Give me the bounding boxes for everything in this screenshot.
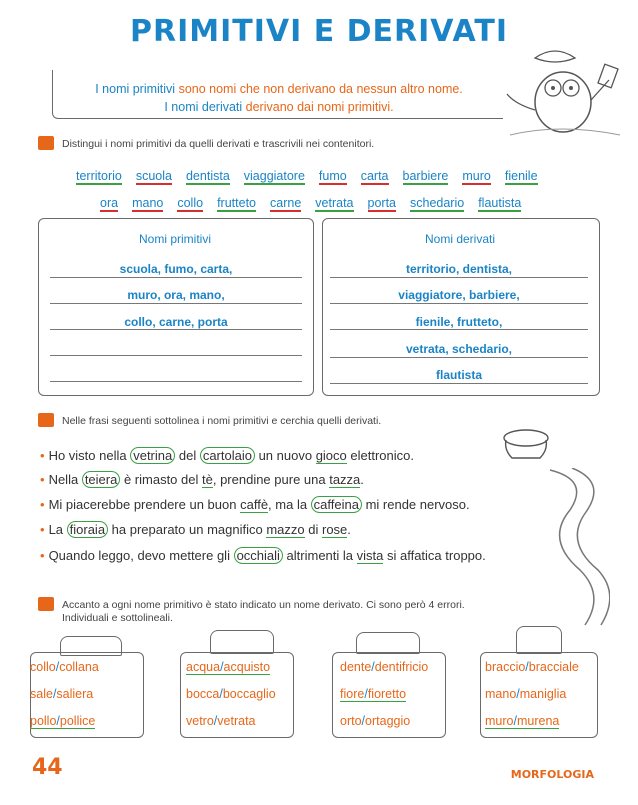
derived-word-circled: cartolaio <box>200 447 255 464</box>
word-vetrata: vetrata <box>315 196 354 210</box>
primitive-word-underlined: vista <box>356 548 384 563</box>
intro-primitivi-term: I nomi primitivi <box>95 82 176 96</box>
exercise1-instruction: Distingui i nomi primitivi da quelli derivati e trascrivili nei contenitori. <box>62 138 375 150</box>
word-territorio: territorio <box>76 169 122 183</box>
derived-word-circled: occhiali <box>234 547 283 564</box>
squeezed-tube-illustration <box>540 468 610 628</box>
pair-item: bocca/boccaglio <box>186 687 276 701</box>
primitivi-header: Nomi primitivi <box>139 232 211 246</box>
tube-cap-illustration <box>498 426 558 466</box>
derivati-answer-2: viaggiatore, barbiere, <box>398 288 520 302</box>
word-muro: muro <box>462 169 491 183</box>
intro-line2: derivano dai nomi primitivi. <box>242 100 394 114</box>
word-fienile: fienile <box>504 169 538 183</box>
word-flautista: flautista <box>478 196 522 210</box>
derivati-answer-1: territorio, dentista, <box>405 262 512 276</box>
exercise2-instruction: Nelle frasi seguenti sottolinea i nomi primitivi e cerchia quelli derivati. <box>62 415 382 427</box>
pair-item-error: acqua/acquisto <box>186 660 271 674</box>
pair-item-error: muro/murena <box>485 714 560 728</box>
word-list-row2 <box>100 196 535 210</box>
derived-word-circled: vetrina <box>130 447 175 464</box>
primitive-word-underlined: gioco <box>315 448 347 463</box>
derived-word-circled: fioraia <box>67 521 108 538</box>
exercise-marker-icon <box>38 136 54 150</box>
derived-word-circled: teiera <box>82 471 121 488</box>
pair-item: mano/maniglia <box>485 687 567 701</box>
exercise-marker-icon <box>38 413 54 427</box>
sentence-2: • Nella teiera è rimasto del tè, prendine pure una tazza. <box>40 472 364 487</box>
word-fumo: fumo <box>318 169 347 183</box>
sentence-5: • Quando leggo, devo mettere gli occhiali altrimenti la vista si affatica troppo. <box>40 548 486 563</box>
primitive-word-underlined: rose <box>321 522 348 537</box>
tube-shape <box>516 626 562 654</box>
pair-item: collo/collana <box>30 660 99 674</box>
word-porta: porta <box>367 196 396 210</box>
word-frutteto: frutteto <box>217 196 256 210</box>
word-mano: mano <box>132 196 164 210</box>
intro-line1: sono nomi che non derivano da nessun altro nome. <box>175 82 463 96</box>
primitive-word-underlined: tè <box>202 472 213 487</box>
pair-item: dente/dentifricio <box>340 660 429 674</box>
word-carne: carne <box>270 196 302 210</box>
derived-word-circled: caffeina <box>311 496 362 513</box>
word-schedario: schedario <box>410 196 465 210</box>
word-dentista: dentista <box>185 169 230 183</box>
sentence-4: • La fioraia ha preparato un magnifico mazzo di rose. <box>40 522 351 537</box>
primitivi-answer-1: scuola, fumo, carta, <box>119 262 233 276</box>
derivati-header: Nomi derivati <box>424 232 496 246</box>
primitivi-answer-3: collo, carne, porta <box>124 315 228 329</box>
sentence-1: • Ho visto nella vetrina del cartolaio un nuovo gioco elettronico. <box>40 448 414 463</box>
page-number: 44 <box>32 755 63 780</box>
primitivi-answer-2: muro, ora, mano, <box>127 288 225 302</box>
word-ora: ora <box>100 196 119 210</box>
pair-item: orto/ortaggio <box>340 714 411 728</box>
intro-derivati-term: I nomi derivati <box>164 100 243 114</box>
word-list-row1 <box>76 169 552 183</box>
word-viaggiatore: viaggiatore <box>243 169 305 183</box>
pair-item: sale/saliera <box>30 687 94 701</box>
derivati-answer-5: flautista <box>435 368 482 382</box>
pair-item: braccio/bracciale <box>485 660 579 674</box>
exercise3-instruction: Accanto a ogni nome primitivo è stato indicato un nome derivato. Ci sono però 4 errori. Individuali e sottolineali. <box>62 599 465 624</box>
tube-shape <box>210 630 274 654</box>
word-carta: carta <box>360 169 389 183</box>
tube-shape <box>356 632 420 654</box>
derivati-answer-3: fienile, frutteto, <box>415 315 503 329</box>
word-collo: collo <box>177 196 204 210</box>
primitive-word-underlined: mazzo <box>266 522 305 537</box>
word-scuola: scuola <box>135 169 172 183</box>
sentence-3: • Mi piacerebbe prendere un buon caffè, ma la caffeina mi rende nervoso. <box>40 497 470 512</box>
primitive-word-underlined: caffè <box>240 497 269 512</box>
pair-item-error: pollo/pollice <box>30 714 96 728</box>
pair-item: vetro/vetrata <box>186 714 256 728</box>
pair-item-error: fiore/fioretto <box>340 687 407 701</box>
exercise-marker-icon <box>38 597 54 611</box>
intro-text <box>64 80 494 116</box>
derivati-answer-4: vetrata, schedario, <box>405 342 513 356</box>
section-label: MORFOLOGIA <box>510 768 594 781</box>
page-title: PRIMITIVI E DERIVATI <box>129 14 508 49</box>
word-barbiere: barbiere <box>402 169 449 183</box>
primitive-word-underlined: tazza <box>329 472 361 487</box>
cartoon-mascot-illustration <box>505 40 625 140</box>
